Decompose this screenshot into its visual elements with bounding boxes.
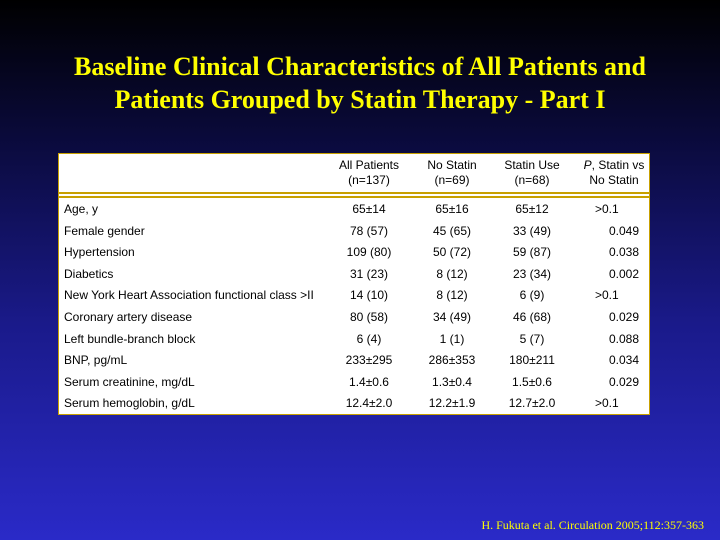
cell-statin-use: 65±12 — [515, 202, 549, 216]
cell-all-patients: 1.4±0.6 — [349, 374, 389, 389]
cell-all-patients: 65±14 — [352, 202, 386, 216]
table-row — [59, 199, 649, 221]
cell-all-patients: 78 (57) — [349, 223, 389, 238]
table-row — [59, 372, 649, 394]
row-label: Age, y — [64, 202, 99, 216]
cell-statin-use: 46 (68) — [512, 310, 552, 324]
cell-no-statin: 65±16 — [435, 202, 469, 216]
row-label: Serum creatinine, mg/dL — [64, 374, 195, 389]
cell-p-value: 0.002 — [608, 266, 639, 281]
cell-statin-use: 5 (7) — [519, 331, 545, 346]
slide-title — [0, 50, 720, 116]
table-row — [59, 221, 649, 243]
row-label: Diabetics — [64, 266, 114, 281]
cell-statin-use: 1.5±0.6 — [512, 374, 552, 389]
row-label: Coronary artery disease — [64, 310, 193, 324]
cell-no-statin: 286±353 — [428, 353, 476, 368]
row-label: Left bundle-branch block — [64, 331, 196, 346]
row-label: New York Heart Association functional class >II — [64, 288, 314, 303]
cell-p-value: >0.1 — [595, 202, 619, 216]
cell-all-patients: 12.4±2.0 — [345, 396, 393, 411]
cell-all-patients: 109 (80) — [346, 245, 392, 260]
characteristics-table — [58, 153, 650, 415]
cell-statin-use: 59 (87) — [512, 245, 552, 260]
cell-no-statin: 1.3±0.4 — [432, 374, 472, 389]
header-p-value: P, Statin vs No Statin — [583, 158, 645, 187]
title-line-1: Baseline Clinical Characteristics of All Patients and — [74, 52, 646, 81]
title-line-2: Patients Grouped by Statin Therapy - Part I — [114, 85, 606, 114]
cell-p-value: 0.029 — [608, 374, 639, 389]
cell-no-statin: 8 (12) — [436, 266, 468, 281]
cell-no-statin: 34 (49) — [432, 310, 472, 324]
cell-p-value: 0.049 — [608, 223, 639, 238]
row-label: Female gender — [64, 223, 145, 238]
header-divider — [59, 196, 649, 198]
cell-no-statin: 50 (72) — [432, 245, 472, 260]
cell-no-statin: 1 (1) — [439, 331, 465, 346]
cell-statin-use: 23 (34) — [512, 266, 552, 281]
table-row — [59, 350, 649, 372]
citation: H. Fukuta et al. Circulation 2005;112:357-363 — [481, 518, 704, 532]
table-row — [59, 329, 649, 351]
cell-p-value: 0.088 — [608, 331, 639, 346]
cell-statin-use: 6 (9) — [519, 288, 545, 303]
cell-p-value: 0.029 — [608, 310, 639, 324]
header-statin-use: Statin Use (n=68) — [504, 158, 560, 187]
cell-statin-use: 12.7±2.0 — [508, 396, 556, 411]
header-all-patients: All Patients (n=137) — [338, 158, 400, 187]
cell-p-value: >0.1 — [595, 288, 619, 303]
table-header — [59, 154, 649, 194]
cell-all-patients: 31 (23) — [349, 266, 389, 281]
header-no-statin: No Statin (n=69) — [427, 158, 477, 187]
cell-all-patients: 6 (4) — [356, 331, 382, 346]
row-label: Serum hemoglobin, g/dL — [64, 396, 195, 411]
cell-all-patients: 80 (58) — [349, 310, 389, 324]
row-label: Hypertension — [64, 245, 135, 260]
table-row — [59, 264, 649, 286]
cell-all-patients: 14 (10) — [349, 288, 389, 303]
row-label: BNP, pg/mL — [64, 353, 128, 368]
cell-all-patients: 233±295 — [345, 353, 393, 368]
cell-statin-use: 33 (49) — [512, 223, 552, 238]
cell-p-value: 0.034 — [608, 353, 639, 368]
cell-p-value: >0.1 — [595, 396, 619, 411]
cell-no-statin: 45 (65) — [432, 223, 472, 238]
cell-statin-use: 180±211 — [509, 353, 555, 368]
table-row — [59, 285, 649, 307]
table-row — [59, 307, 649, 329]
cell-p-value: 0.038 — [608, 245, 639, 260]
cell-no-statin: 8 (12) — [436, 288, 468, 303]
cell-no-statin: 12.2±1.9 — [428, 396, 476, 411]
table-row — [59, 393, 649, 415]
table-row — [59, 242, 649, 264]
